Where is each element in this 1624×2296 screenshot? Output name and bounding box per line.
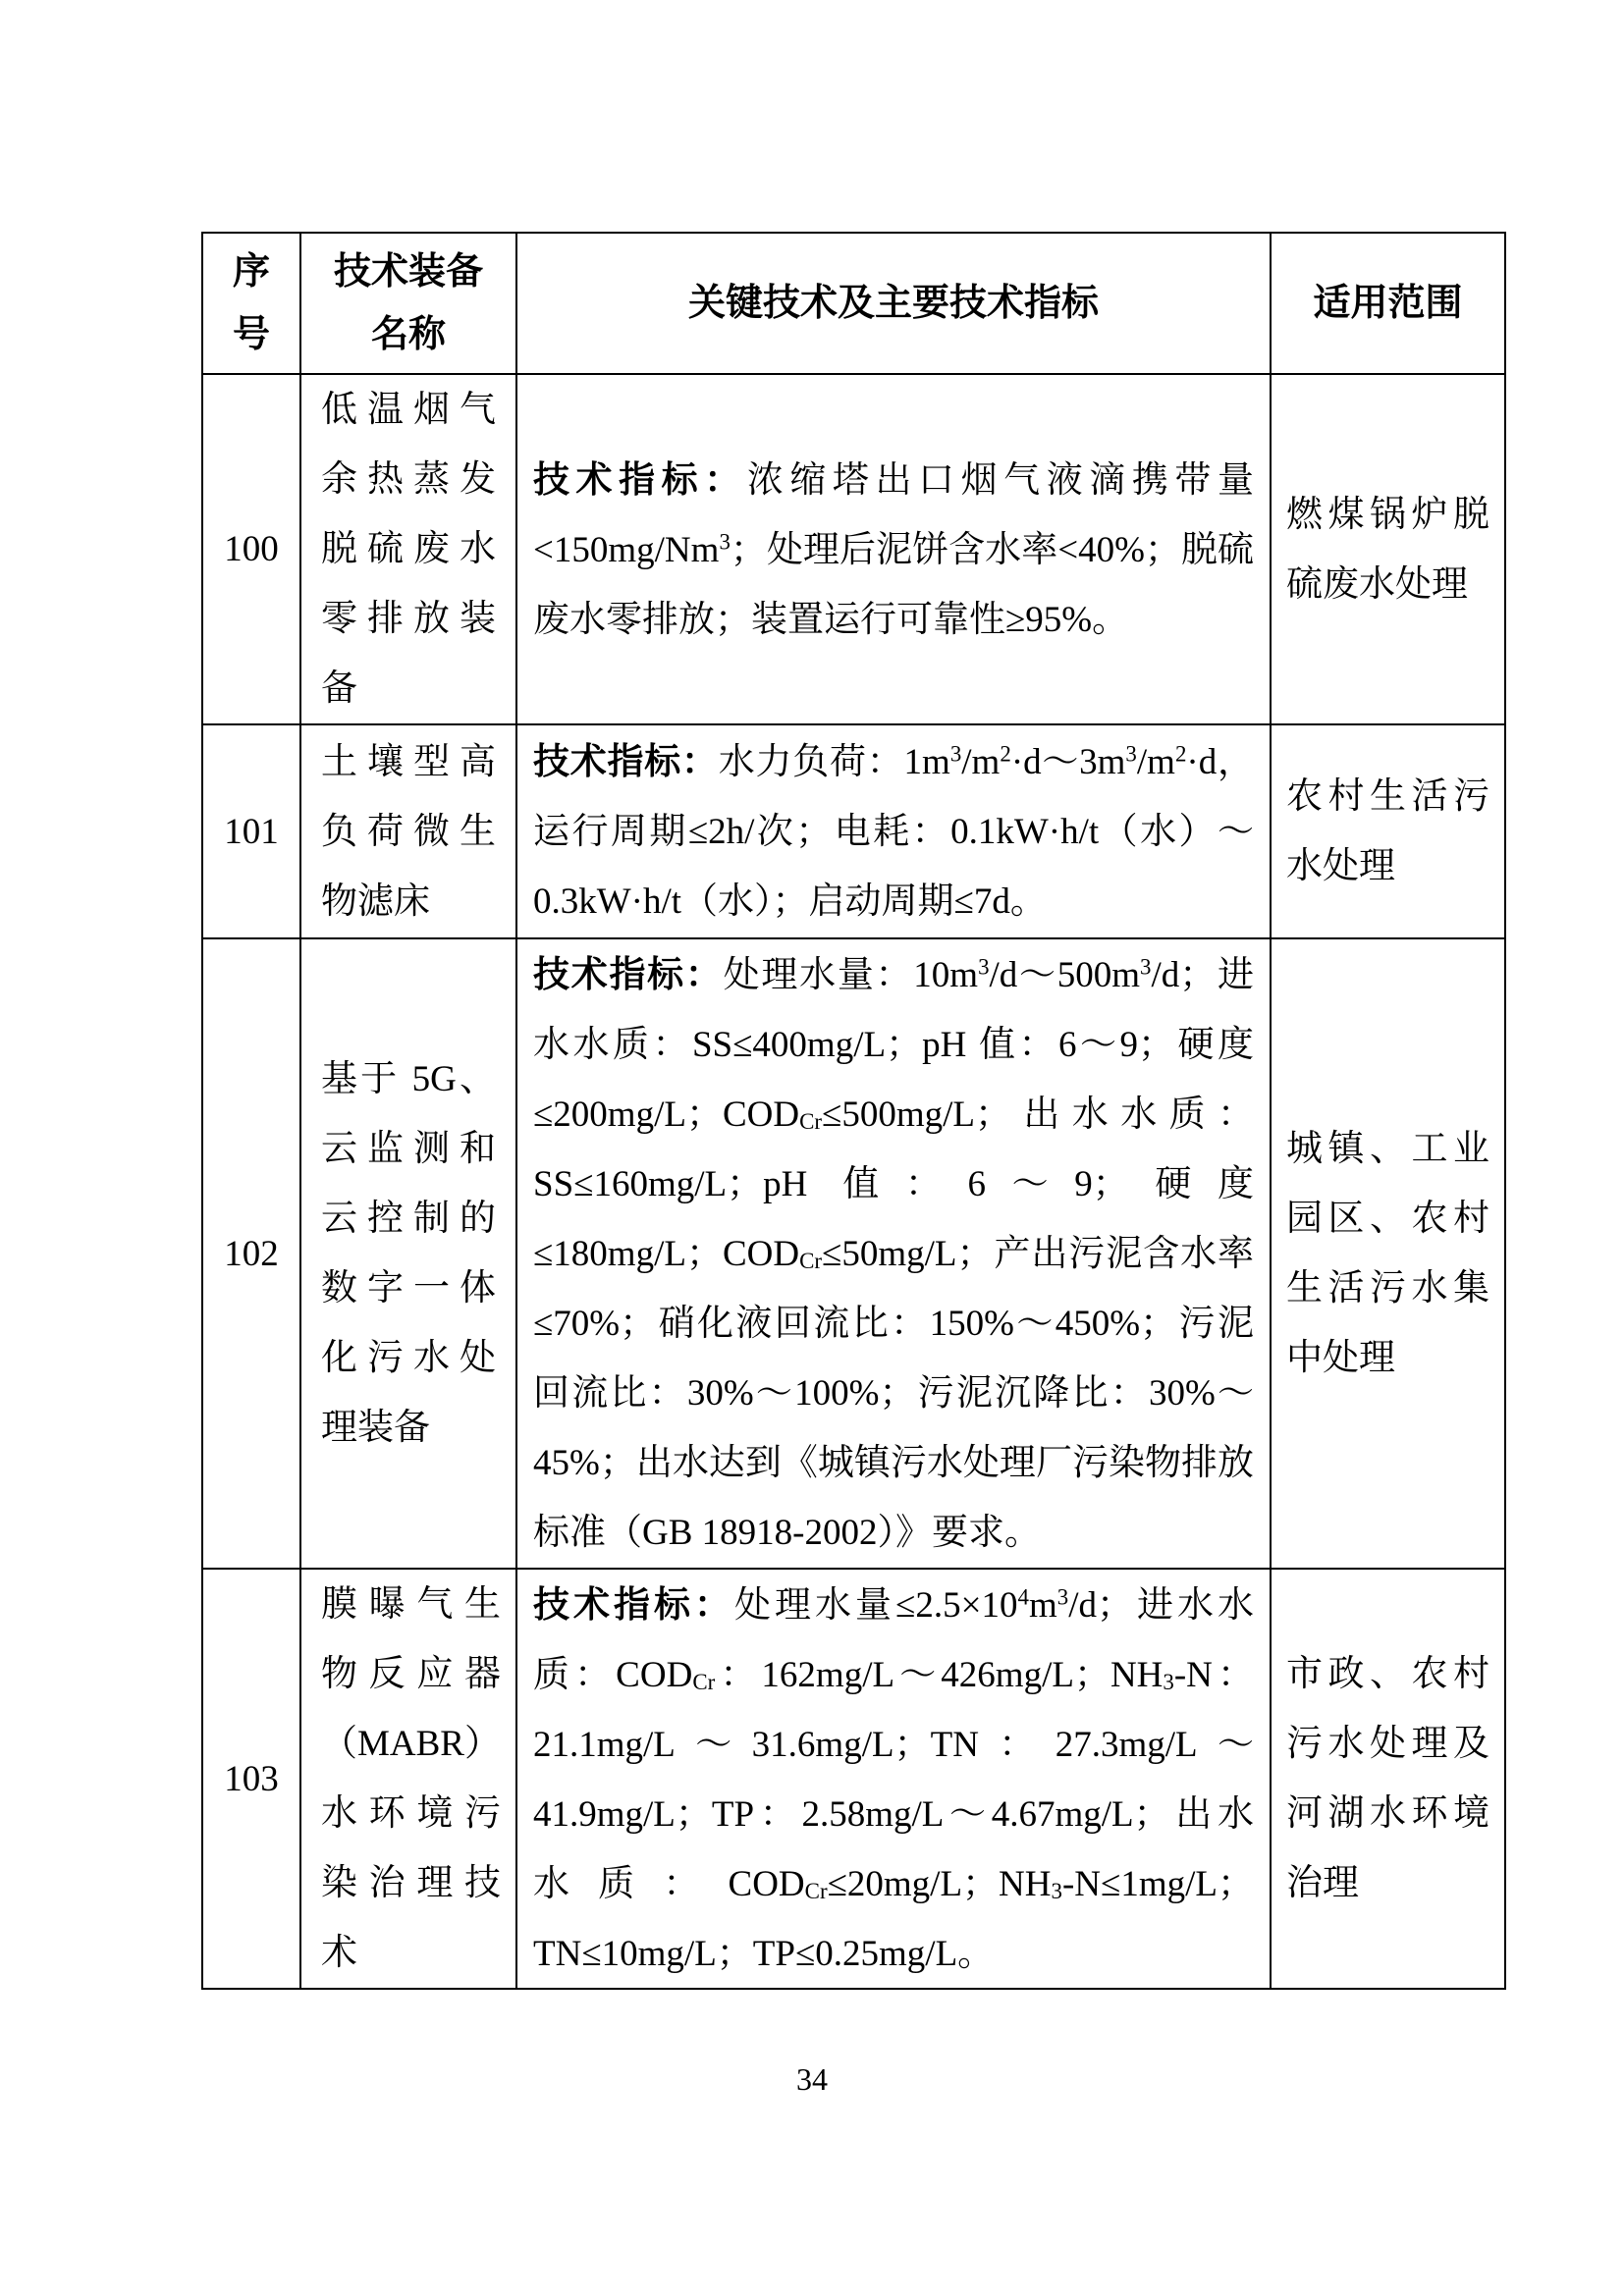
row-102-indicator bbox=[517, 939, 1272, 1570]
row-100-name bbox=[301, 375, 517, 725]
header-col-name-label: 技术装备名称 bbox=[333, 251, 483, 355]
row-100-name-text: 低温烟气余热蒸发脱硫废水零排放装备 bbox=[321, 390, 496, 709]
row-101-indicator-text: 技术指标：水力负荷：$1m^3/m^2\cdot d\sim 3m^3/m^2\cdot d$，运行周期≤2h/次；电耗：0.1kW·h/t（水）～0.3kW·h/t（水）；启动周期≤7d。 bbox=[533, 741, 1254, 922]
row-101-scope bbox=[1272, 725, 1504, 939]
row-100-number-value: 100 bbox=[224, 529, 279, 569]
row-101-scope-text: 农村生活污水处理 bbox=[1286, 776, 1489, 886]
header-col-indicator-label: 关键技术及主要技术指标 bbox=[687, 283, 1099, 324]
row-102-scope bbox=[1272, 939, 1504, 1570]
row-102-number-value: 102 bbox=[224, 1233, 279, 1274]
row-103-number-value: 103 bbox=[224, 1758, 279, 1799]
row-102-name bbox=[301, 939, 517, 1570]
row-103-scope-text: 市政、农村污水处理及河湖水环境治理 bbox=[1286, 1654, 1489, 1903]
page-number: 34 bbox=[796, 2061, 828, 2097]
row-100-indicator-text: 技术指标：浓缩塔出口烟气液滴携带量$<150mg/Nm^3$；处理后泥饼含水率<40%；脱硫废水零排放；装置运行可靠性≥95%。 bbox=[533, 458, 1254, 640]
row-100-scope bbox=[1272, 375, 1504, 725]
row-101-name-text: 土壤型高负荷微生物滤床 bbox=[321, 741, 496, 922]
header-col-scope-label: 适用范围 bbox=[1313, 283, 1463, 324]
row-101-indicator bbox=[517, 725, 1272, 939]
row-100-number bbox=[203, 375, 301, 725]
row-102-name-text: 基于 5G、云监测和云控制的数字一体化污水处理装备 bbox=[321, 1059, 496, 1448]
header-col-number bbox=[203, 234, 301, 375]
header-col-indicator bbox=[517, 234, 1272, 375]
row-103-indicator bbox=[517, 1570, 1272, 1988]
row-102-indicator-text: 技术指标：处理水量：$10m^3/d\sim 500m^3/d$；进水水质：SS≤400mg/L；pH 值：6～9；硬度≤200mg/L；$COD_{Cr}\le 500mg/L$；出水水质：SS≤160mg/L；pH 值：6～9；硬度≤180mg/L；$COD_{Cr}\le 50mg/L$；产出污泥含水率≤70%；硝化液回流比：150%～450%；污泥回流比：30%～100%；污泥沉降比：30%～45%；出水达到《城镇污水处理厂污染物排放标准（GB 18918-2002）》要求。 bbox=[533, 954, 1255, 1553]
row-103-number bbox=[203, 1570, 301, 1988]
header-col-name bbox=[301, 234, 517, 375]
row-101-number-value: 101 bbox=[224, 811, 279, 852]
row-103-name-text: 膜曝气生物反应器（MABR）水环境污染治理技术 bbox=[321, 1584, 501, 1973]
row-102-scope-text: 城镇、工业园区、农村生活污水集中处理 bbox=[1286, 1129, 1489, 1378]
equipment-table bbox=[201, 232, 1506, 1990]
header-col-number-label: 序号 bbox=[232, 251, 270, 355]
row-102-number bbox=[203, 939, 301, 1570]
row-103-name bbox=[301, 1570, 517, 1988]
row-100-indicator bbox=[517, 375, 1272, 725]
row-101-name bbox=[301, 725, 517, 939]
row-101-number bbox=[203, 725, 301, 939]
row-103-indicator-text: 技术指标：处理水量$\le 2.5\times 10^4m^3/d$；进水水质：$COD_{Cr}$：162mg/L～426mg/L；$NH_3-N$：21.1mg/L～31.6mg/L；TN：27.3mg/L～41.9mg/L；TP：2.58mg/L～4.67mg/L；出水水质：$COD_{Cr}\le 20mg/L$；$NH_3-N\le 1mg/L$；TN≤10mg/L；TP≤0.25mg/L。 bbox=[533, 1583, 1254, 1974]
row-100-scope-text: 燃煤锅炉脱硫废水处理 bbox=[1286, 494, 1489, 605]
row-103-scope bbox=[1272, 1570, 1504, 1988]
header-col-scope bbox=[1272, 234, 1504, 375]
